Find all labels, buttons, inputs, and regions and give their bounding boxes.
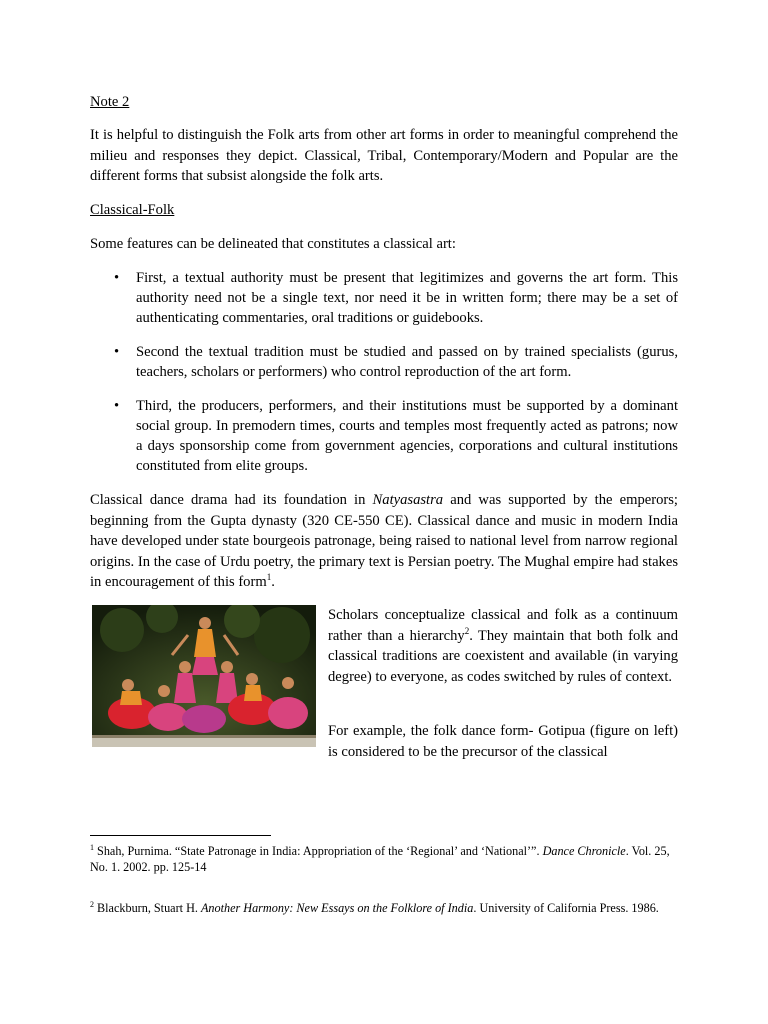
- footnote-text: . University of California Press. 1986.: [473, 901, 659, 915]
- continuum-column: [328, 605, 678, 688]
- paragraph-text: Classical dance drama had its foundation in: [90, 492, 373, 508]
- continuum-paragraph: [328, 605, 678, 688]
- list-item-text: Third, the producers, performers, and their institutions must be supported by a dominant social group. In premodern times, courts and temples most frequently acted as patrons; now a days sponsorship come from government agencies, corporations and cultural institutions constituted from elite groups.: [136, 398, 678, 474]
- footnote-text: Shah, Purnima. “State Patronage in India: Appropriation of the ‘Regional’ and ‘National’”.: [94, 844, 543, 858]
- document-page: [90, 0, 678, 1024]
- gotipua-paragraph: For example, the folk dance form- Gotipua (figure on left) is considered to be the precursor of the classical: [328, 723, 678, 760]
- footnote-text: Blackburn, Stuart H.: [94, 901, 201, 915]
- footnote-number: 1: [90, 842, 94, 852]
- paragraph-text: .: [271, 574, 275, 590]
- footnote-ref-1[interactable]: 1: [266, 572, 272, 583]
- footnote-2: [90, 900, 678, 916]
- footnote-separator: [90, 835, 271, 836]
- footnote-book-title: Another Harmony: New Essays on the Folklore of India: [200, 901, 474, 915]
- list-item-text: First, a textual authority must be present that legitimizes and governs the art form. This authority need not be a single text, nor need it be in written form; there may be a set of authenticating commentaries, oral traditions or guidebooks.: [136, 270, 678, 326]
- example-column: [328, 721, 678, 762]
- paragraph-text: . They maintain that both folk and classical traditions are coexistent and available (in varying degree) to everyone, as codes switched by rules of context.: [328, 627, 678, 686]
- section-title: Classical-Folk: [90, 202, 175, 218]
- list-item-text: Second the textual tradition must be studied and passed on by trained specialists (gurus, teachers, scholars or performers) who control reproduction of the art form.: [136, 344, 678, 380]
- footnote-number: 2: [90, 899, 94, 909]
- note-title: Note 2: [90, 94, 130, 110]
- paragraph-text: Scholars conceptualize classical and folk as a continuum rather than a hierarchy: [328, 607, 678, 644]
- bullet-marker: •: [114, 344, 120, 360]
- gotipua-dance-photo: [92, 605, 316, 747]
- dance-drama-paragraph: [90, 490, 678, 593]
- bullet-marker: •: [114, 270, 120, 286]
- bullet-marker: •: [114, 398, 120, 414]
- footnote-text: . Vol. 25, No. 1. 2002. pp. 125-14: [90, 844, 670, 874]
- dance-photo-illustration: [92, 605, 316, 747]
- intro-paragraph: It is helpful to distinguish the Folk arts from other art forms in order to meaningful comprehend the milieu and responses they depict. Classical, Tribal, Contemporary/Modern and Popular are the different forms that subsist alongside the folk arts.: [90, 127, 678, 184]
- footnote-1: [90, 843, 678, 875]
- paragraph-text: and was supported by the emperors; beginning from the Gupta dynasty (320 CE-550 CE). Classical dance and music in modern India have developed under state bourgeois patronage, being raised to national level from narrow regional origins. In the case of Urdu poetry, the primary text is Persian poetry. The Mughal empire had stakes in encouragement of this form: [90, 492, 678, 590]
- lead-sentence: Some features can be delineated that constitutes a classical art:: [90, 236, 456, 252]
- natyasastra-term: Natyasastra: [372, 492, 444, 508]
- footnote-ref-2[interactable]: 2: [464, 625, 470, 636]
- footnote-journal-title: Dance Chronicle: [542, 844, 626, 858]
